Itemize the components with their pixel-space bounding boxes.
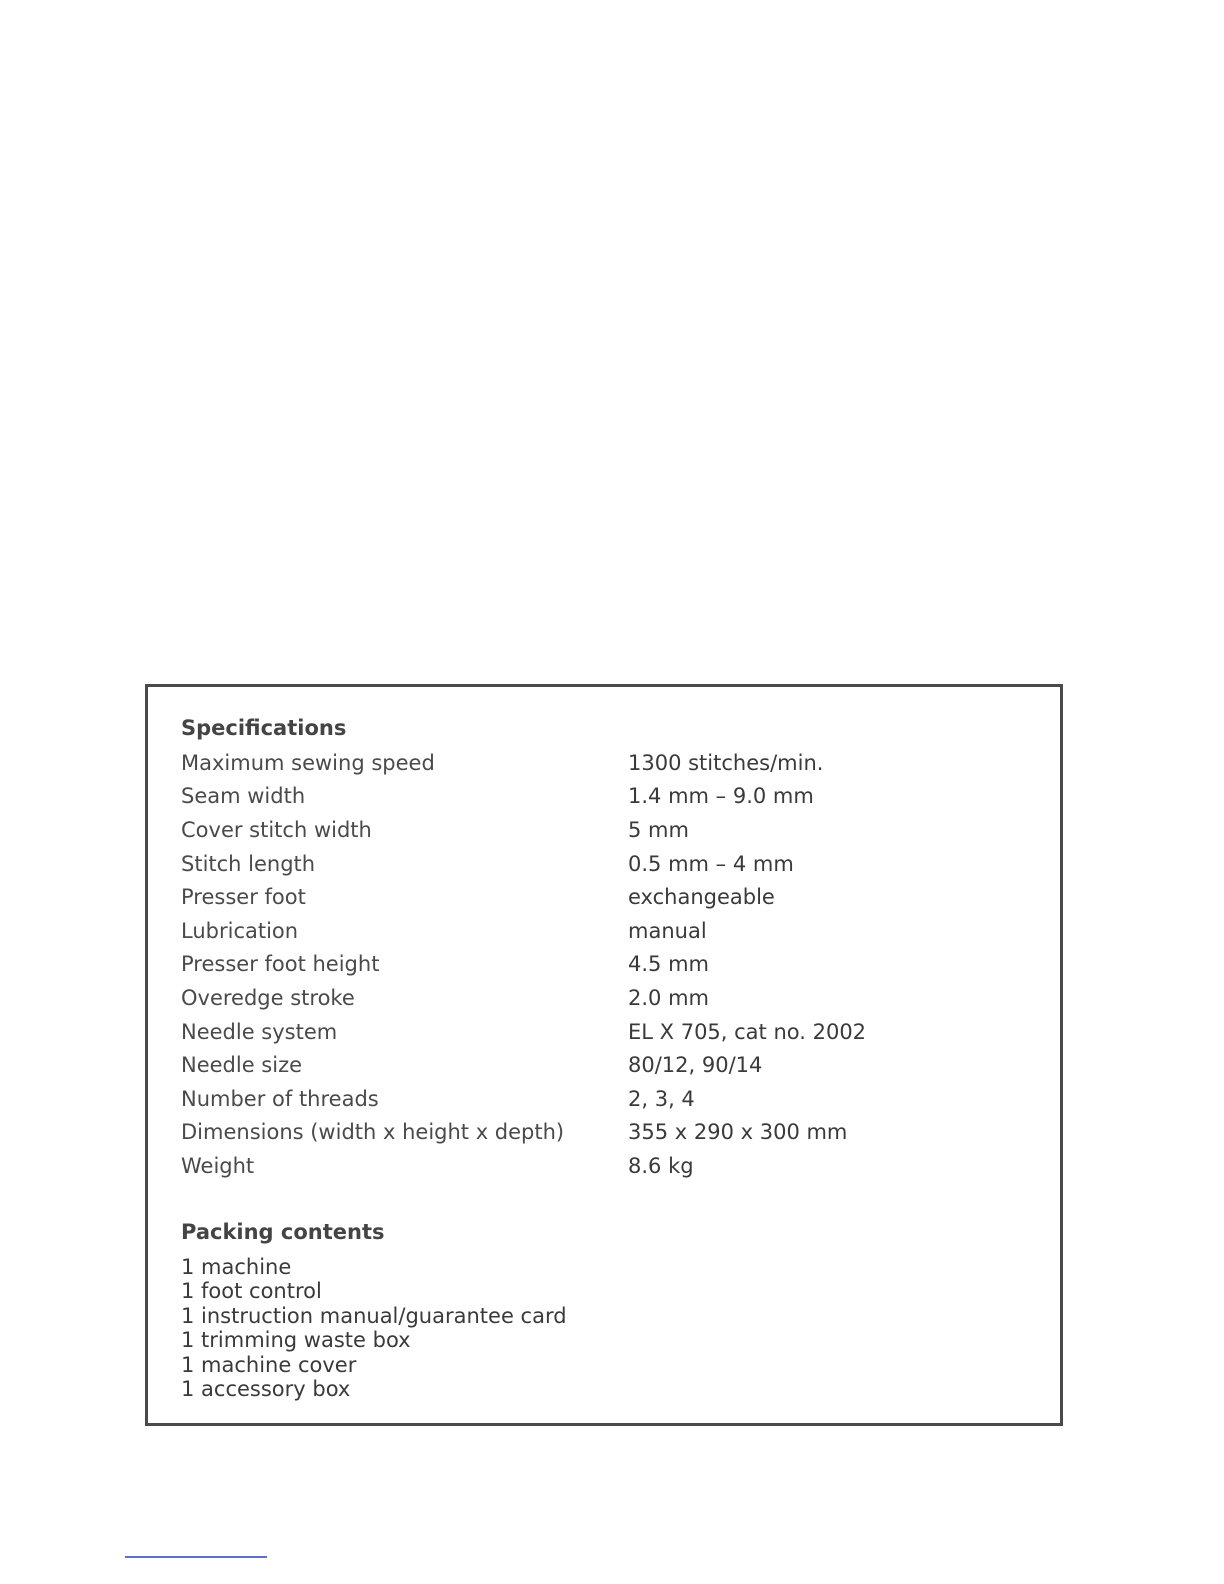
spec-label: Seam width (181, 784, 306, 809)
spec-row (181, 948, 941, 982)
spec-row (181, 1116, 941, 1150)
spec-value: manual (628, 918, 707, 943)
packing-contents-list (181, 1255, 567, 1401)
spec-value: EL X 705, cat no. 2002 (628, 1019, 867, 1044)
spec-label: Lubrication (181, 918, 299, 943)
list-item: 1 trimming waste box (181, 1328, 411, 1353)
spec-label: Cover stitch width (181, 817, 372, 842)
spec-label: Dimensions (width x height x depth) (181, 1120, 565, 1145)
specifications-list (181, 746, 941, 1183)
spec-label: Overedge stroke (181, 985, 355, 1010)
spec-label: Needle system (181, 1019, 338, 1044)
spec-value: 355 x 290 x 300 mm (628, 1120, 848, 1145)
spec-value: 0.5 mm – 4 mm (628, 851, 794, 876)
spec-value: exchangeable (628, 885, 775, 910)
spec-label: Presser foot height (181, 952, 380, 977)
spec-row (181, 1015, 941, 1049)
list-item: 1 accessory box (181, 1376, 351, 1401)
footnote-divider (125, 1556, 267, 1558)
spec-row (181, 1149, 941, 1183)
spec-value: 2.0 mm (628, 985, 709, 1010)
spec-value: 2, 3, 4 (628, 1086, 695, 1111)
spec-row (181, 914, 941, 948)
spec-label: Weight (181, 1153, 255, 1178)
spec-row (181, 1048, 941, 1082)
spec-value: 4.5 mm (628, 952, 709, 977)
spec-value: 80/12, 90/14 (628, 1053, 763, 1078)
spec-row (181, 1082, 941, 1116)
spec-value: 1300 stitches/min. (628, 750, 824, 775)
spec-row (181, 880, 941, 914)
specifications-heading: Specifications (181, 716, 347, 740)
spec-label: Needle size (181, 1053, 303, 1078)
spec-label: Stitch length (181, 851, 316, 876)
spec-label: Maximum sewing speed (181, 750, 435, 775)
spec-row (181, 847, 941, 881)
list-item: 1 machine (181, 1255, 292, 1279)
spec-row (181, 981, 941, 1015)
spec-label: Presser foot (181, 885, 306, 910)
spec-value: 5 mm (628, 817, 689, 842)
list-item: 1 foot control (181, 1279, 322, 1304)
packing-contents-heading: Packing contents (181, 1220, 385, 1244)
spec-value: 1.4 mm – 9.0 mm (628, 784, 814, 809)
spec-label: Number of threads (181, 1086, 379, 1111)
spec-row (181, 813, 941, 847)
spec-row (181, 746, 941, 780)
list-item: 1 instruction manual/guarantee card (181, 1303, 567, 1328)
spec-row (181, 780, 941, 814)
spec-value: 8.6 kg (628, 1153, 694, 1178)
list-item: 1 machine cover (181, 1352, 357, 1377)
